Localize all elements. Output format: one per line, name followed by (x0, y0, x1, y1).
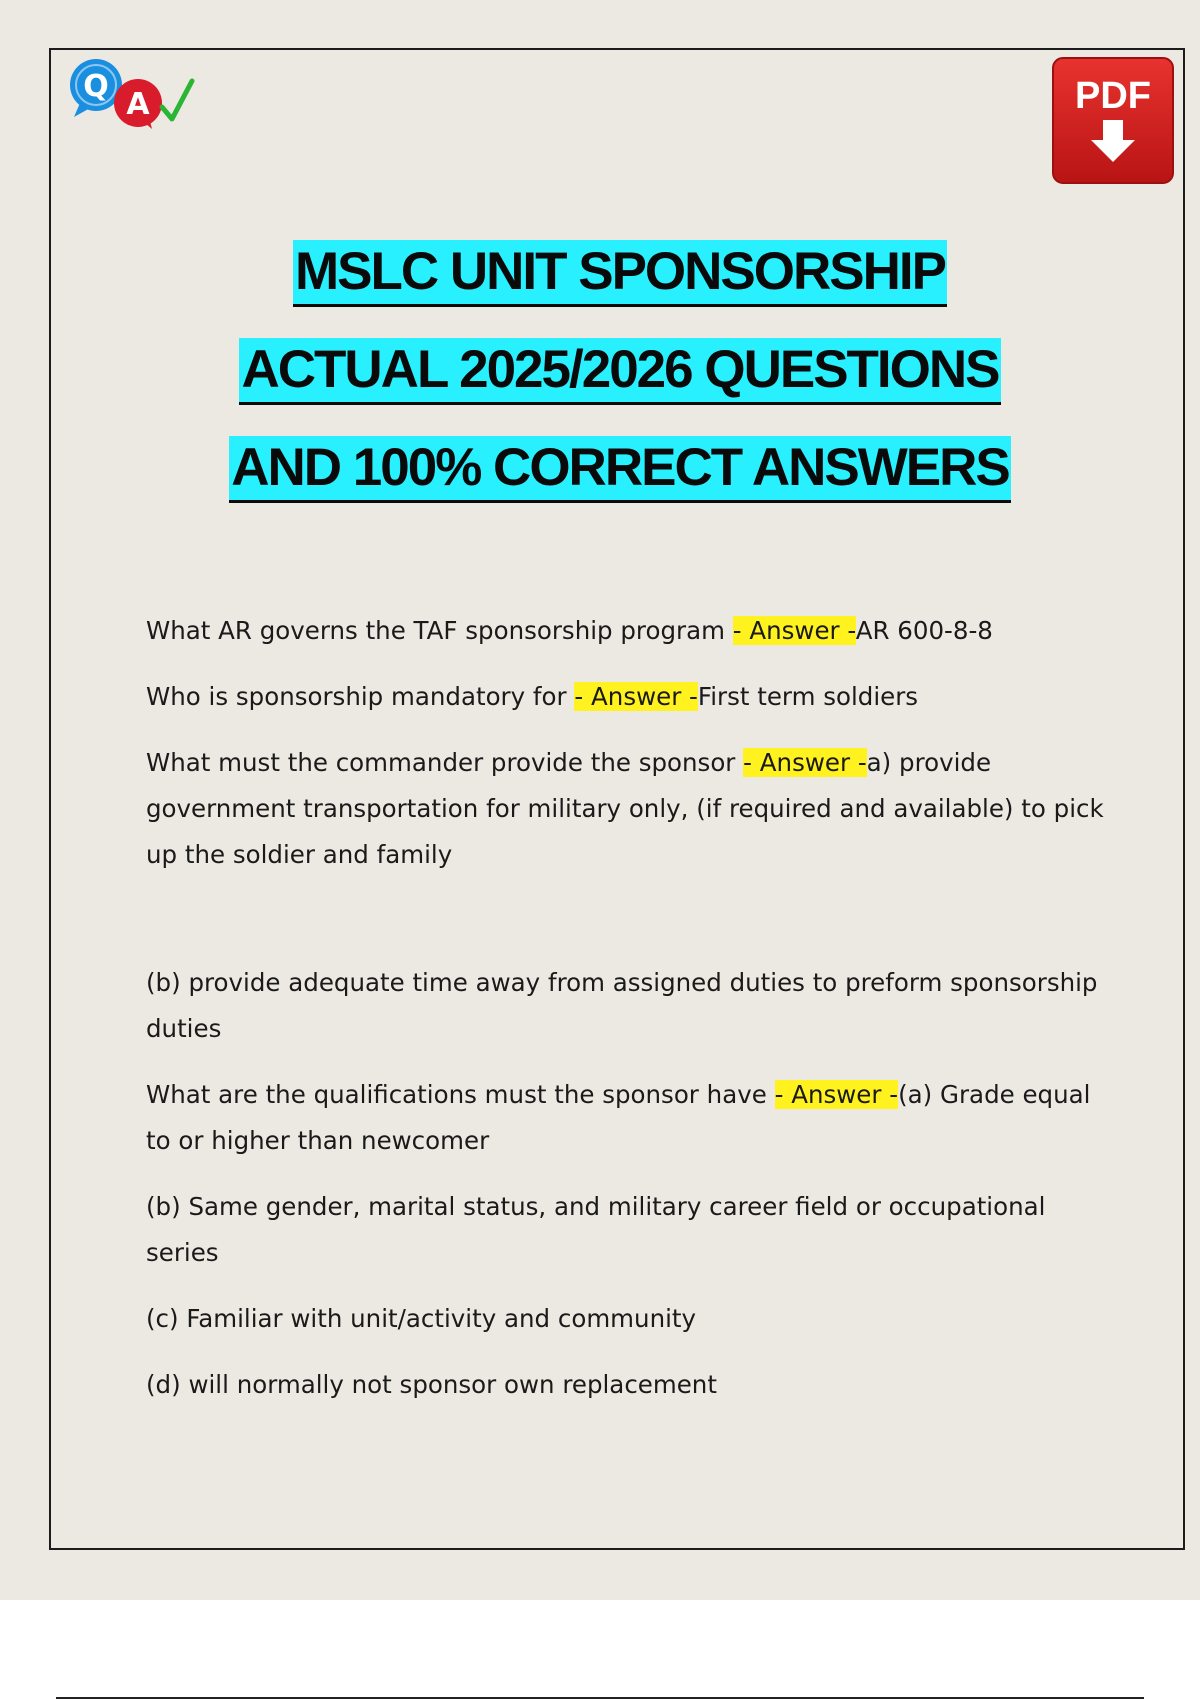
qa-item-4b: (b) Same gender, marital status, and military career field or occupational series (146, 1192, 1046, 1267)
footer-divider (56, 1697, 1144, 1699)
qa-item-2 (146, 674, 1106, 720)
question-text: What AR governs the TAF sponsorship program (146, 616, 733, 645)
qa-list (146, 608, 1106, 1428)
title-line-1: MSLC UNIT SPONSORSHIP (60, 240, 1180, 306)
answer-marker: - Answer - (743, 748, 867, 777)
pdf-download-icon[interactable] (1051, 56, 1175, 185)
qa-item-1 (146, 608, 1106, 654)
qa-check-logo-icon (68, 55, 198, 135)
answer-marker: - Answer - (574, 682, 698, 711)
title-line-3: AND 100% CORRECT ANSWERS (60, 436, 1180, 502)
qa-item-4d: (d) will normally not sponsor own replacement (146, 1370, 717, 1399)
answer-text: AR 600-8-8 (855, 616, 993, 645)
question-text: What must the commander provide the sponsor (146, 748, 744, 777)
qa-item-4c: (c) Familiar with unit/activity and community (146, 1304, 697, 1333)
answer-text: a) provide government transportation for military only, (if required and available) to pick up the soldier and family (146, 748, 1104, 869)
logo-a-letter: A (126, 87, 150, 122)
answer-marker: - Answer - (732, 616, 856, 645)
question-text: What are the qualifications must the sponsor have (146, 1080, 775, 1109)
check-icon (162, 81, 192, 119)
title-line-2: ACTUAL 2025/2026 QUESTIONS (60, 338, 1180, 404)
answer-marker: - Answer - (774, 1080, 899, 1109)
document-title (60, 240, 1180, 534)
question-text: Who is sponsorship mandatory for (146, 682, 575, 711)
qa-item-3 (146, 740, 1106, 878)
qa-item-3b: (b) provide adequate time away from assigned duties to preform sponsorship duties (146, 968, 1098, 1043)
qa-item-4 (146, 1072, 1106, 1164)
answer-text: (a) Grade equal to or higher than newcomer (146, 1080, 1091, 1155)
logo-q-letter: Q (83, 69, 109, 104)
pdf-label: PDF (1075, 75, 1151, 117)
answer-text: First term soldiers (697, 682, 919, 711)
